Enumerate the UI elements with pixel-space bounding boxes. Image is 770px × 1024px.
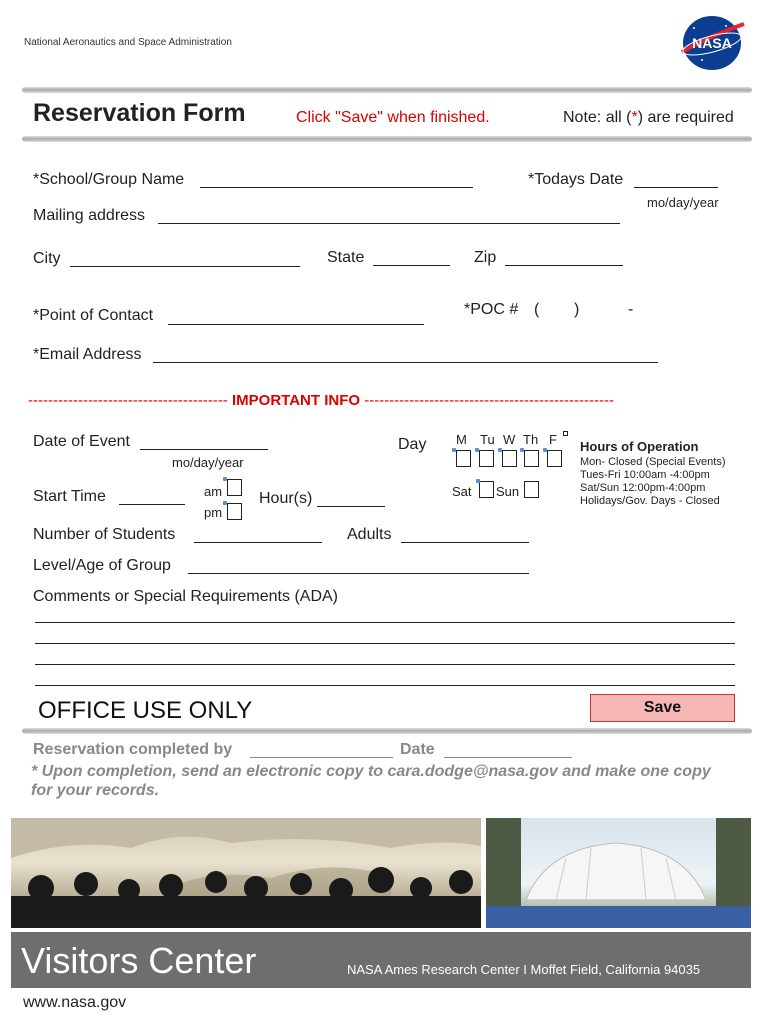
agency-name: National Aeronautics and Space Administration xyxy=(24,37,232,48)
audience-photo xyxy=(11,818,481,928)
point-of-contact-field[interactable] xyxy=(168,324,424,325)
completed-by-label: Reservation completed by xyxy=(33,741,233,758)
checkbox-wednesday[interactable] xyxy=(502,450,517,467)
nasa-logo xyxy=(680,14,746,72)
completed-by-field[interactable] xyxy=(250,757,393,758)
comments-line[interactable] xyxy=(35,622,735,623)
weekday-label-f: F xyxy=(549,432,557,447)
am-label: am xyxy=(204,484,223,499)
required-note: Note: all (*) are required xyxy=(563,109,734,126)
date-of-event-label: Date of Event xyxy=(33,433,130,450)
field-marker xyxy=(476,479,480,483)
city-label: City xyxy=(33,250,61,267)
office-rule xyxy=(22,728,752,734)
checkbox-saturday[interactable] xyxy=(479,481,494,498)
email-label: *Email Address xyxy=(33,346,142,363)
state-field[interactable] xyxy=(373,265,450,266)
poc-number-label: *POC # xyxy=(464,301,519,318)
date-of-event-field[interactable] xyxy=(140,449,268,450)
hours-label: Hour(s) xyxy=(259,490,313,507)
school-group-field[interactable] xyxy=(200,187,473,188)
hours-field[interactable] xyxy=(317,506,385,507)
comments-line[interactable] xyxy=(35,685,735,686)
sat-label: Sat xyxy=(452,484,472,499)
hours-of-operation-title: Hours of Operation xyxy=(580,439,699,454)
save-instruction: Click "Save" when finished. xyxy=(296,109,490,126)
field-marker xyxy=(498,448,502,452)
checkbox-friday[interactable] xyxy=(547,450,562,467)
hours-line: Sat/Sun 12:00pm-4:00pm xyxy=(580,482,706,494)
field-marker xyxy=(543,448,547,452)
hours-line: Tues-Fri 10:00am -4:00pm xyxy=(580,469,710,481)
checkbox-am[interactable] xyxy=(227,479,242,496)
zip-field[interactable] xyxy=(505,265,623,266)
weekday-label-m: M xyxy=(456,432,467,447)
comments-line[interactable] xyxy=(35,643,735,644)
page-title: Reservation Form xyxy=(33,99,246,127)
todays-date-hint: mo/day/year xyxy=(647,195,719,210)
banner-location: NASA Ames Research Center I Moffet Field, California 94035 xyxy=(347,962,701,977)
date-of-event-hint: mo/day/year xyxy=(172,455,244,470)
start-time-label: Start Time xyxy=(33,488,106,505)
field-marker xyxy=(452,448,456,452)
todays-date-label: *Todays Date xyxy=(528,171,624,188)
weekday-label-tu: Tu xyxy=(480,432,495,447)
title-top-rule xyxy=(22,87,752,93)
website-link[interactable]: www.nasa.gov xyxy=(23,994,127,1011)
poc-area-close: ) xyxy=(574,301,580,318)
checkbox-thursday[interactable] xyxy=(524,450,539,467)
banner-title: Visitors Center xyxy=(21,940,257,981)
day-label: Day xyxy=(398,436,427,453)
mailing-address-label: Mailing address xyxy=(33,207,146,224)
weekday-label-w: W xyxy=(503,432,516,447)
todays-date-field[interactable] xyxy=(634,187,718,188)
checkbox-monday[interactable] xyxy=(456,450,471,467)
nasa-logo-text: NASA xyxy=(692,35,732,51)
hours-line: Mon- Closed (Special Events) xyxy=(580,456,726,468)
visitors-center-photo xyxy=(486,818,751,928)
weekday-f-marker xyxy=(563,431,568,436)
comments-label: Comments or Special Requirements (ADA) xyxy=(33,588,338,605)
title-bottom-rule xyxy=(22,136,752,142)
office-use-title: OFFICE USE ONLY xyxy=(38,697,253,724)
save-button[interactable]: Save xyxy=(590,694,735,722)
poc-dash: - xyxy=(628,301,634,318)
pm-label: pm xyxy=(204,505,223,520)
num-students-field[interactable] xyxy=(194,542,322,543)
point-of-contact-label: *Point of Contact xyxy=(33,307,154,324)
weekday-label-th: Th xyxy=(523,432,539,447)
level-age-field[interactable] xyxy=(188,573,529,574)
important-info-divider: ---------------------------------------- IMPORTANT INFO -------------------------------------------------- xyxy=(28,392,614,409)
completion-note: * Upon completion, send an electronic copy to cara.dodge@nasa.gov and make one copy for your records. xyxy=(31,763,711,799)
start-time-field[interactable] xyxy=(119,504,185,505)
city-field[interactable] xyxy=(70,266,300,267)
poc-area-open: ( xyxy=(534,301,540,318)
office-date-field[interactable] xyxy=(444,757,572,758)
field-marker xyxy=(223,501,227,505)
checkbox-sunday[interactable] xyxy=(524,481,539,498)
level-age-label: Level/Age of Group xyxy=(33,557,171,574)
sun-label: Sun xyxy=(496,484,520,499)
comments-line[interactable] xyxy=(35,664,735,665)
checkbox-pm[interactable] xyxy=(227,503,242,520)
office-date-label: Date xyxy=(400,741,435,758)
checkbox-tuesday[interactable] xyxy=(479,450,494,467)
mailing-address-field[interactable] xyxy=(158,223,620,224)
field-marker xyxy=(520,448,524,452)
state-label: State xyxy=(327,249,365,266)
num-students-label: Number of Students xyxy=(33,526,176,543)
school-group-label: *School/Group Name xyxy=(33,171,185,188)
adults-label: Adults xyxy=(347,526,392,543)
zip-label: Zip xyxy=(474,249,497,266)
field-marker xyxy=(223,477,227,481)
hours-line: Holidays/Gov. Days - Closed xyxy=(580,495,720,507)
email-field[interactable] xyxy=(153,362,658,363)
field-marker xyxy=(475,448,479,452)
adults-field[interactable] xyxy=(401,542,529,543)
